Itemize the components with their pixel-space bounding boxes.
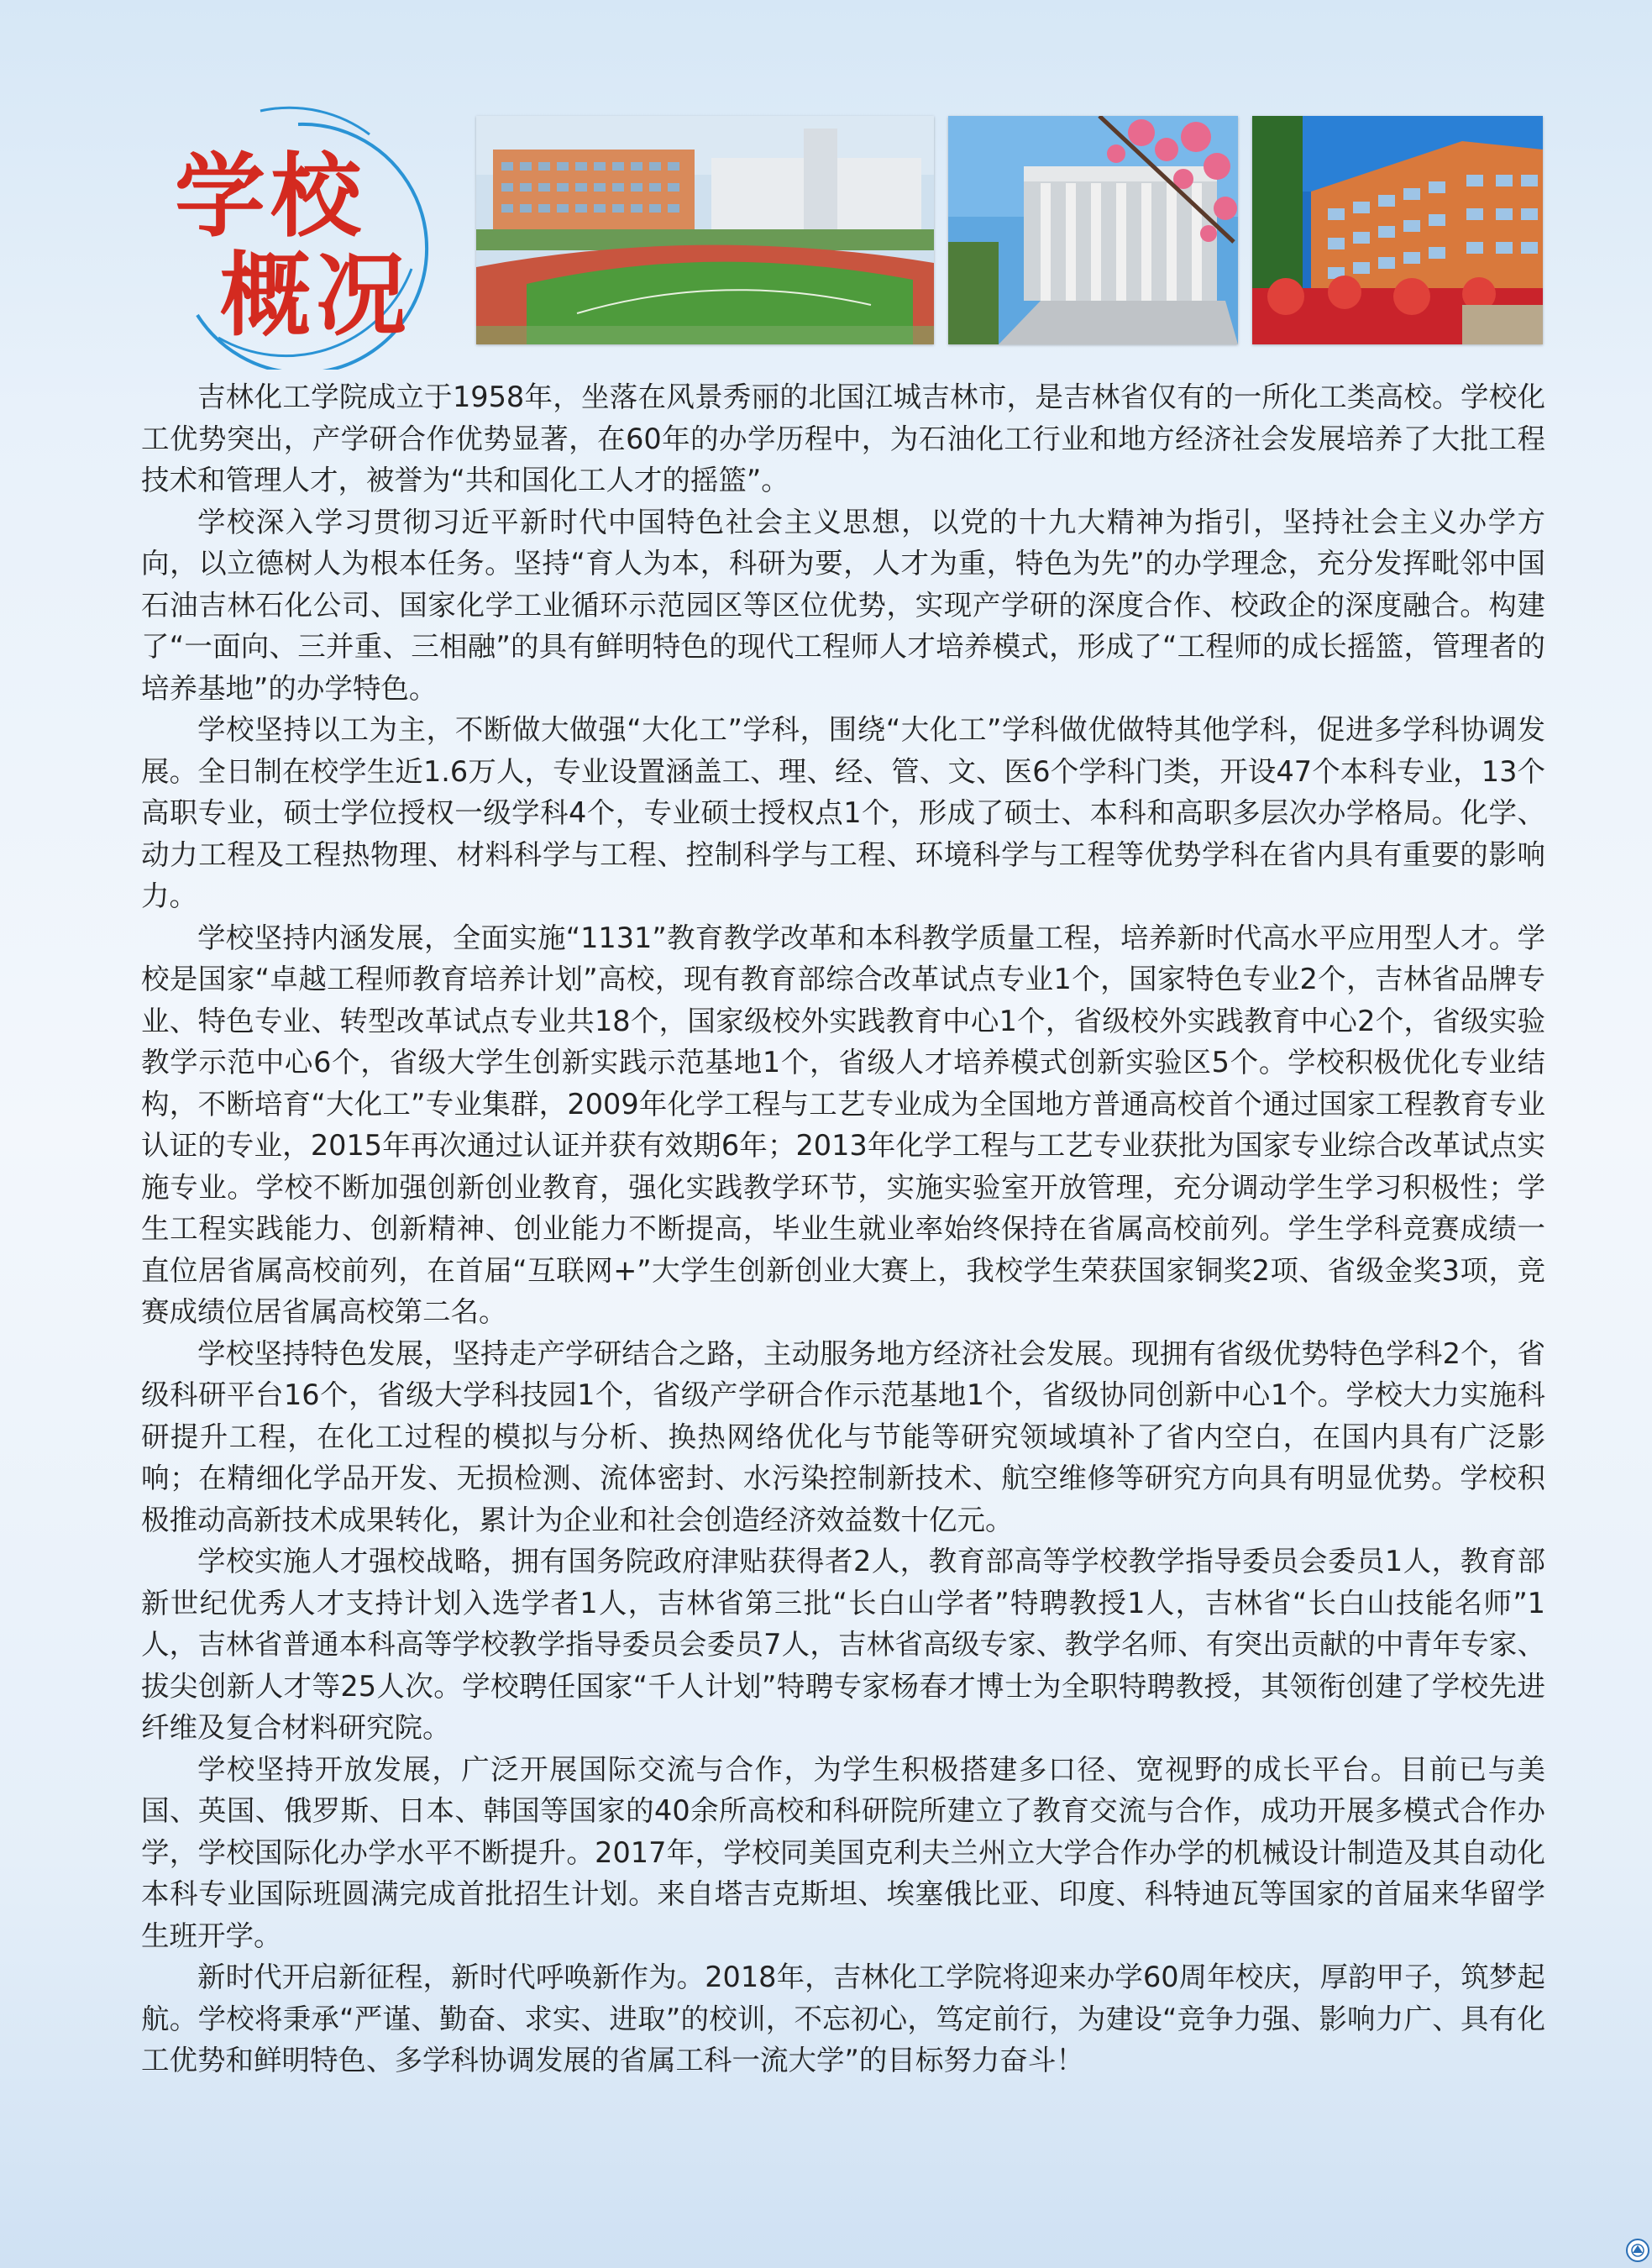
teaching-building-photo: [1252, 116, 1543, 344]
section-title: [160, 101, 437, 370]
title-line-1: 学校: [175, 144, 367, 249]
paragraph-future: 新时代开启新征程，新时代呼唤新作为。2018年，吉林化工学院将迎来办学60周年校庆，厚韵甲子，筑梦起航。学校将秉承“严谨、勤奋、求实、进取”的校训，不忘初心，笃定前行，为建设“竞争力强、影响力广、具有化工优势和鲜明特色、多学科协调发展的省属工科一流大学”的目标努力奋斗！: [141, 1961, 1545, 2076]
school-emblem-icon: [1625, 2238, 1650, 2263]
paragraph-founding: 吉林化工学院成立于1958年，坐落在风景秀丽的北国江城吉林市，是吉林省仅有的一所化工类高校。学校化工优势突出，产学研合作优势显著，在60年的办学历程中，为石油化工行业和地方经济社会发展培养了大批工程技术和管理人才，被誉为“共和国化工人才的摇篮”。: [141, 381, 1545, 496]
paragraph-teaching-reform: 学校坚持内涵发展，全面实施“1131”教育教学改革和本科教学质量工程，培养新时代高水平应用型人才。学校是国家“卓越工程师教育培养计划”高校，现有教育部综合改革试点专业1个，国家特色专业2个，吉林省品牌专业、特色专业、转型改革试点专业共18个，国家级校外实践教育中心1个，省级校外实践教育中心2个，省级实验教学示范中心6个，省级大学生创新实践示范基地1个，省级人才培养模式创新实验区5个。学校积极优化专业结构，不断培育“大化工”专业集群，2009年化学工程与工艺专业成为全国地方普通高校首个通过国家工程教育专业认证的专业，2015年再次通过认证并获有效期6年；2013年化学工程与工艺专业获批为国家专业综合改革试点实施专业。学校不断加强创新创业教育，强化实践教学环节，实施实验室开放管理，充分调动学生学习积极性；学生工程实践能力、创新精神、创业能力不断提高，毕业生就业率始终保持在省属高校前列。学生学科竞赛成绩一直位居省属高校前列，在首届“互联网+”大学生创新创业大赛上，我校学生荣获国家铜奖2项、省级金奖3项，竞赛成绩位居省属高校第二名。: [141, 921, 1545, 1328]
paragraph-international: 学校坚持开放发展，广泛开展国际交流与合作，为学生积极搭建多口径、宽视野的成长平台。目前已与美国、英国、俄罗斯、日本、韩国等国家的40余所高校和科研院所建立了教育交流与合作，成功开展多模式合作办学，学校国际化办学水平不断提升。2017年，学校同美国克利夫兰州立大学合作办学的机械设计制造及其自动化本科专业国际班圆满完成首批招生计划。来自塔吉克斯坦、埃塞俄比亚、印度、科特迪瓦等国家的首届来华留学生班开学。: [141, 1752, 1545, 1952]
paragraph-research: 学校坚持特色发展，坚持走产学研结合之路，主动服务地方经济社会发展。现拥有省级优势特色学科2个，省级科研平台16个，省级大学科技园1个，省级产学研合作示范基地1个，省级协同创新中心1个。学校大力实施科研提升工程，在化工过程的模拟与分析、换热网络优化与节能等研究领域填补了省内空白，在国内具有广泛影响；在精细化学品开发、无损检测、流体密封、水污染控制新技术、航空维修等研究方向具有明显优势。学校积极推动高新技术成果转化，累计为企业和社会创造经济效益数十亿元。: [141, 1336, 1545, 1536]
paragraph-philosophy: 学校深入学习贯彻习近平新时代中国特色社会主义思想，以党的十九大精神为指引，坚持社会主义办学方向，以立德树人为根本任务。坚持“育人为本，科研为要，人才为重，特色为先”的办学理念，充分发挥毗邻中国石油吉林石化公司、国家化学工业循环示范园区等区位优势，实现产学研的深度合作、校政企的深度融合。构建了“一面向、三并重、三相融”的具有鲜明特色的现代工程师人才培养模式，形成了“工程师的成长摇篮，管理者的培养基地”的办学特色。: [141, 505, 1545, 705]
school-overview-text: [141, 376, 1545, 2082]
campus-sports-field-photo: [476, 116, 934, 344]
paragraph-disciplines: 学校坚持以工为主，不断做大做强“大化工”学科，围绕“大化工”学科做优做特其他学科，促进多学科协调发展。全日制在校学生近1.6万人，专业设置涵盖工、理、经、管、文、医6个学科门类，开设47个本科专业，13个高职专业，硕士学位授权一级学科4个，专业硕士授权点1个，形成了硕士、本科和高职多层次办学格局。化学、动力工程及工程热物理、材料科学与工程、控制科学与工程、环境科学与工程等优势学科在省内具有重要的影响力。: [141, 713, 1545, 912]
paragraph-talent: 学校实施人才强校战略，拥有国务院政府津贴获得者2人，教育部高等学校教学指导委员会委员1人，教育部新世纪优秀人才支持计划入选学者1人，吉林省第三批“长白山学者”特聘教授1人，吉林省“长白山技能名师”1人，吉林省普通本科高等学校教学指导委员会委员7人，吉林省高级专家、教学名师、有突出贡献的中青年专家、拔尖创新人才等25人次。学校聘任国家“千人计划”特聘专家杨春才博士为全职特聘教授，其领衔创建了学校先进纤维及复合材料研究院。: [141, 1545, 1545, 1744]
title-line-2: 概况: [220, 243, 412, 349]
building-with-blossoms-photo: [948, 116, 1238, 344]
